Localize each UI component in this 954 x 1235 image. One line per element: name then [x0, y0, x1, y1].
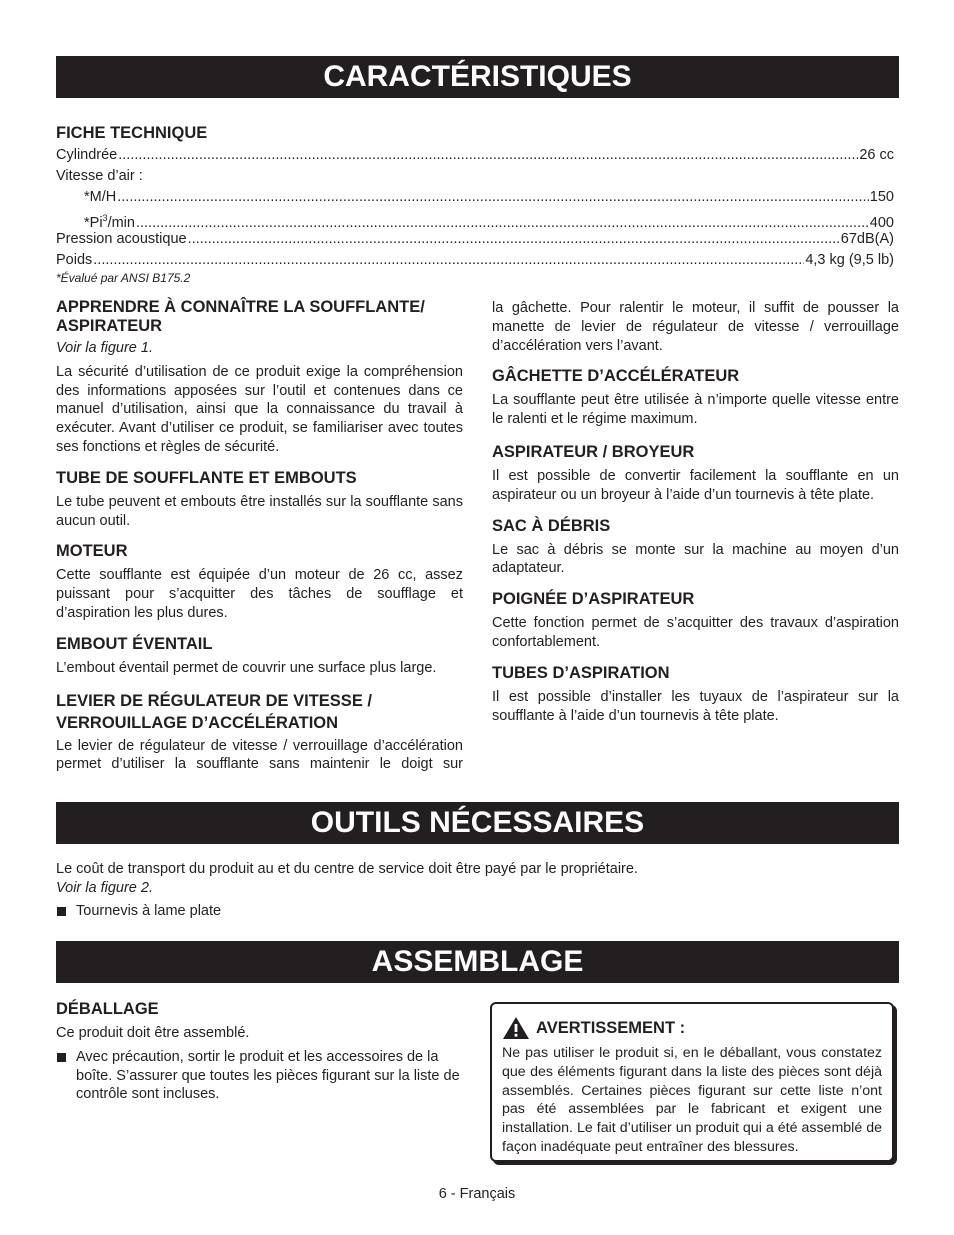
levier-title: LEVIER DE RÉGULATEUR DE VITESSE / VERROUILLAGE D’ACCÉLÉRATION: [56, 691, 372, 732]
section-banner-outils: OUTILS NÉCESSAIRES: [56, 802, 899, 844]
spec-row: [56, 208, 894, 229]
spec-value: 4,3 kg (9,5 lb): [805, 252, 894, 268]
leader-dots: [118, 145, 858, 166]
left-column: [56, 298, 463, 774]
spec-row: [56, 229, 894, 250]
section-banner-assemblage: ASSEMBLAGE: [56, 941, 899, 983]
spec-label: Poids: [56, 252, 93, 268]
embout-text: L’embout éventail permet de couvrir une surface plus large.: [56, 659, 437, 676]
levier-text: Le levier de régulateur de vitesse / verrouillage d’accélération permet d’utiliser la soufflante sans maintenir le doigt sur: [56, 737, 463, 773]
outils-list-item: Tournevis à lame plate: [56, 902, 899, 921]
spec-label: *Pi$^3$/min: [84, 213, 135, 231]
apprendre-figure-ref: Voir la figure 1.: [56, 340, 153, 356]
spec-list: [56, 145, 894, 285]
embout-title: EMBOUT ÉVENTAIL: [56, 634, 213, 653]
warning-text: Ne pas utiliser le produit si, en le déballant, vous constatez que des éléments figurant dans la liste des pièces sont déjà assemblés. Certaines pièces figurant sur cette liste n’ont pas été assemblées par le fabricant et exigent une installation. Le fait d’utiliser un produit qui a été assemblé de façon inadéquate peut entraîner des blessures.: [502, 1045, 882, 1155]
apprendre-text: La sécurité d’utilisation de ce produit exige la compréhension des informations apposées sur l’outil et contenues dans ce manuel d’utilisation, ainsi que la connaissance du travail à exécuter. Avant d’utiliser ce produit, se familiariser avec toutes ses fonctions et règles de sécurité.: [56, 363, 463, 455]
outils-figure-ref: Voir la figure 2.: [56, 879, 153, 896]
tubes-title: TUBES D’ASPIRATION: [492, 663, 670, 682]
warning-triangle-icon: [502, 1016, 530, 1040]
poignee-text: Cette fonction permet de s’acquitter des travaux d’aspiration confortablement.: [492, 615, 899, 650]
poignee-title: POIGNÉE D’ASPIRATEUR: [492, 590, 695, 609]
deballage-text: Ce produit doit être assemblé.: [56, 1025, 250, 1041]
warning-title: AVERTISSEMENT :: [536, 1018, 686, 1037]
spec-label: Cylindrée: [56, 147, 118, 163]
leader-dots: [117, 187, 869, 208]
levier-text-continued: la gâchette. Pour ralentir le moteur, il suffit de pousser la manette de levier de régulateur de vitesse / verrouillage d’accélération vers l’avant.: [492, 300, 899, 354]
spec-row: [56, 187, 894, 208]
right-column: [492, 299, 899, 725]
leader-dots: [93, 250, 804, 271]
section-banner-caracteristiques: CARACTÉRISTIQUES: [56, 56, 899, 98]
spec-value: 150: [869, 189, 894, 205]
deballage-list-item: Avec précaution, sortir le produit et les accessoires de la boîte. S’assurer que toutes les pièces figurant sur la liste de contrôle sont incluses.: [56, 1048, 463, 1104]
warning-header: [502, 1016, 882, 1040]
leader-dots: [188, 229, 840, 250]
gachette-title: GÂCHETTE D’ACCÉLÉRATEUR: [492, 367, 740, 386]
spec-row: [56, 250, 894, 271]
sac-text: Le sac à débris se monte sur la machine au moyen d’un adaptateur.: [492, 541, 899, 577]
spec-row: [56, 145, 894, 166]
warning-box: [490, 1002, 894, 1162]
outils-text: Le coût de transport du produit au et du centre de service doit être payé par le propriétaire.: [56, 861, 638, 877]
moteur-text: Cette soufflante est équipée d’un moteur de 26 cc, assez puissant pour s’acquitter des tâches de soufflage et d’aspiration les plus dures.: [56, 567, 463, 621]
outils-section: [56, 860, 899, 920]
spec-value: 67dB(A): [840, 231, 894, 247]
spec-note: *Évalué par ANSI B175.2: [56, 271, 191, 285]
spec-label: *M/H: [84, 189, 117, 205]
aspirateur-text: Il est possible de convertir facilement la soufflante en un aspirateur ou un broyeur à l’aide d’un tournevis à tête plate.: [492, 467, 899, 503]
page-footer: 6 - Français: [438, 1186, 516, 1202]
apprendre-title: APPRENDRE À CONNAÎTRE LA SOUFFLANTE/ ASPIRATEUR: [56, 298, 425, 335]
aspirateur-title: ASPIRATEUR / BROYEUR: [492, 442, 695, 461]
deballage-title: DÉBALLAGE: [56, 1000, 159, 1018]
spec-value: 26 cc: [859, 147, 894, 163]
moteur-title: MOTEUR: [56, 542, 128, 561]
deballage-section: [56, 1000, 463, 1104]
spec-row: [56, 166, 894, 187]
gachette-text: La soufflante peut être utilisée à n’importe quelle vitesse entre le ralenti et le régime maximum.: [492, 392, 899, 428]
sac-title: SAC À DÉBRIS: [492, 516, 611, 535]
tubes-text: Il est possible d’installer les tuyaux de l’aspirateur sur la soufflante à l’aide d’un tournevis à tête plate.: [492, 688, 899, 724]
tube-title: TUBE DE SOUFFLANTE ET EMBOUTS: [56, 468, 357, 487]
spec-value: 400: [869, 214, 894, 231]
fiche-technique-title: FICHE TECHNIQUE: [56, 124, 208, 142]
spec-label: Pression acoustique: [56, 231, 187, 247]
spec-label: Vitesse d’air :: [56, 168, 143, 184]
tube-text: Le tube peuvent et embouts être installés sur la soufflante sans aucun outil.: [56, 493, 463, 529]
